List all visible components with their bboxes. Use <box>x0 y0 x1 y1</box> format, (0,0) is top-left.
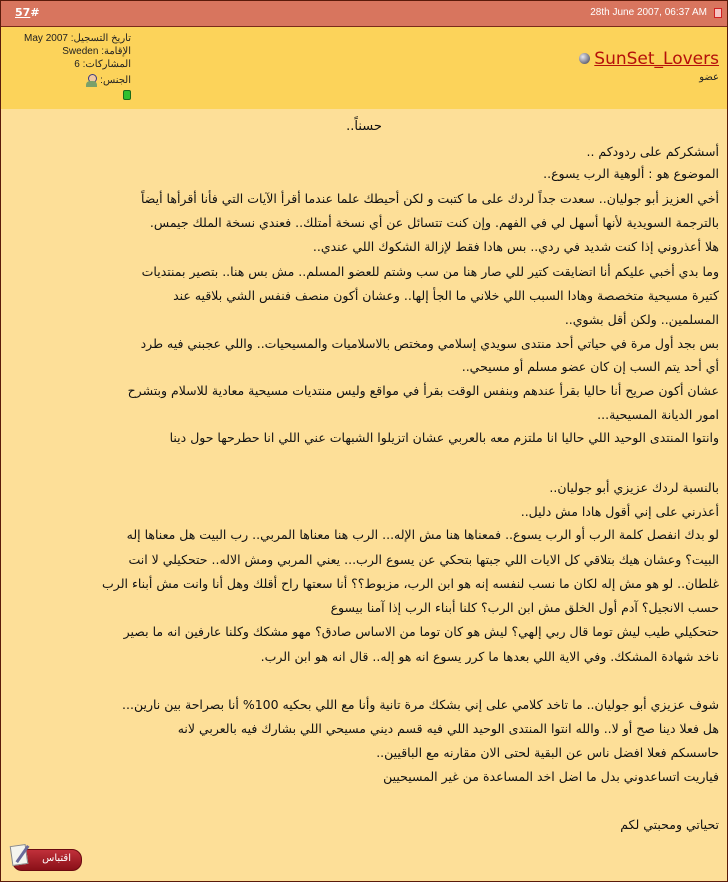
post-line: فياريت اتساعدوني بدل ما اضل اخد المساعدة من غير المسيحيين <box>383 769 719 784</box>
post-line: أي أحد يتم السب إن كان عضو مسلم أو مسيحي.. <box>461 359 719 374</box>
post-line: هلا أعذروني إذا كنت شديد في ردي.. بس هادا فقط لإزالة الشكوك اللي عندي.. <box>312 239 719 254</box>
post-line: بالترجمة السويدية لأنها أسهل لي في الفهم. وإن كنت تتسائل عن أي نسخة أمتلك.. فعندي نسخة الملك جيمس. <box>149 215 719 230</box>
user-panel <box>1 27 727 110</box>
post-date: 28th June 2007, 06:37 AM <box>590 7 707 18</box>
post-line: حتحكيلي طيب ليش توما قال ربي إلهي؟ ليش هو كان توما من الاساس صادق؟ مهو مشكك وكلنا عارفين انه ما بصير <box>123 624 719 639</box>
post-line: بس بجد أول مرة في حياتي أحد منتدى سويدي إسلامي ومختص بالاسلاميات والمسيحيات.. واللي عجبني فيه طرد <box>140 336 719 351</box>
post-line: غلطان.. لو هو مش إله لكان ما نسب لنفسه إنه هو ابن الرب، مزبوط؟؟ أنا سعتها راح أقلك وهل أنا وانت مش أبناء الرب <box>102 576 719 591</box>
post-line: المسلمين.. ولكن أقل بشوي.. <box>564 312 719 327</box>
user-status-bullet-icon <box>579 53 590 64</box>
username-link[interactable]: SunSet_Lovers <box>594 49 719 69</box>
post-line: كتيرة مسيحية متخصصة وهادا السبب اللي خلاني ما الجأ إلها.. وعشان أكون منصف فنفس الشي بلاقيه عند <box>173 288 719 303</box>
posts-row <box>9 58 131 71</box>
post-line: عشان أكون صريح أنا حاليا بقرأ عندهم وبنفس الوقت بقرأ في مواقع وليس منتديات مسيحية معادية للاسلام وبتشرح <box>127 383 719 398</box>
username <box>579 49 719 69</box>
location-row <box>9 45 131 58</box>
post-line: حاسسكم فعلا افضل ناس عن البقية لحتى الان مقارنه مع الباقيين.. <box>376 745 719 760</box>
location-value: Sweden <box>62 46 99 57</box>
post-line: تحياتي ومحبتي لكم <box>620 817 719 832</box>
post-line: امور الديانة المسيحية... <box>597 407 719 422</box>
gender-row <box>9 74 131 87</box>
post-hash: # <box>30 6 40 19</box>
post-line: هل فعلا دينا صح أو لا.. والله انتوا المنتدى الوحيد اللي فيه قسم ديني مسيحي اللي بشارك فيه بالعربي لانه <box>177 721 719 736</box>
post-document-icon <box>714 8 722 18</box>
gender-label: الجنس: <box>100 75 131 87</box>
post-body <box>1 109 727 881</box>
post-line: أعذرني على إني أقول هادا مش دليل.. <box>520 504 719 519</box>
post-line: الموضوع هو : ألوهية الرب يسوع.. <box>543 166 719 181</box>
user-title: عضو <box>699 72 719 83</box>
post-line: أسشكركم على ردودكم .. <box>586 144 719 159</box>
post-line: بالنسبة لردك عزيزي أبو جوليان.. <box>549 480 719 495</box>
post-line: حسب الانجيل؟ آدم أول الخلق مش ابن الرب؟ كلنا أبناء الرب إذا آمنا بيسوع <box>330 600 719 615</box>
user-info <box>9 32 131 87</box>
online-status-icon <box>123 90 131 100</box>
posts-value: 6 <box>74 59 80 70</box>
post-line: شوف عزيزي أبو جوليان.. ما تاخد كلامي على إني بشكك مرة تانية وأنا مع اللي بحكيه 100% أنا بصراحة بين نارين... <box>122 697 719 712</box>
post-header <box>1 1 727 27</box>
post-line: البيت؟ وعشان هيك بتلاقي كل الايات اللي جبتها بتحكي عن يسوع الرب... يعني المربي ومش الاله.. حتحكيلي لا انت <box>128 552 719 567</box>
post-line: وما بدي أخبي عليكم أنا اتضايقت كتير للي صار هنا من سب وشتم للعضو المسلم.. مش بس هنا.. بتصير بمنتديات <box>141 264 719 279</box>
join-date-label: تاريخ التسجيل: <box>70 33 131 44</box>
join-date-value: May 2007 <box>24 33 68 44</box>
quote-button[interactable] <box>12 849 82 871</box>
post-line: وانتوا المنتدى الوحيد اللي حاليا انا ملتزم معه بالعربي عشان اتزيلوا الشبهات عني اللي انا حطرحها حول دينا <box>169 430 719 445</box>
post-line: أخي العزيز أبو جوليان.. سعدت جداً لردك على ما كتبت و لكن أحيطك علما عندما أقرأ الآيات التي فأنا أقرأها أيضاً <box>140 191 719 206</box>
post-number <box>15 6 40 19</box>
quote-button-label: اقتباس <box>42 853 71 864</box>
posts-label: المشاركات: <box>82 59 131 70</box>
post-number-link[interactable]: 57 <box>15 6 31 19</box>
location-label: الإقامة: <box>101 46 131 57</box>
post-title: حسناً.. <box>346 119 382 134</box>
post-line: ناخد شهادة المشكك. وفي الاية اللي بعدها ما كرر يسوع انه هو إله.. قال انه هو ابن الرب. <box>260 649 719 664</box>
gender-male-icon <box>85 74 97 87</box>
post-line: لو بدك انفصل كلمة الرب أو الرب يسوع.. فمعناها هنا مش الإله... الرب هنا معناها المربي.. رب البيت هل معناها إله <box>126 527 719 542</box>
join-date-row <box>9 32 131 45</box>
